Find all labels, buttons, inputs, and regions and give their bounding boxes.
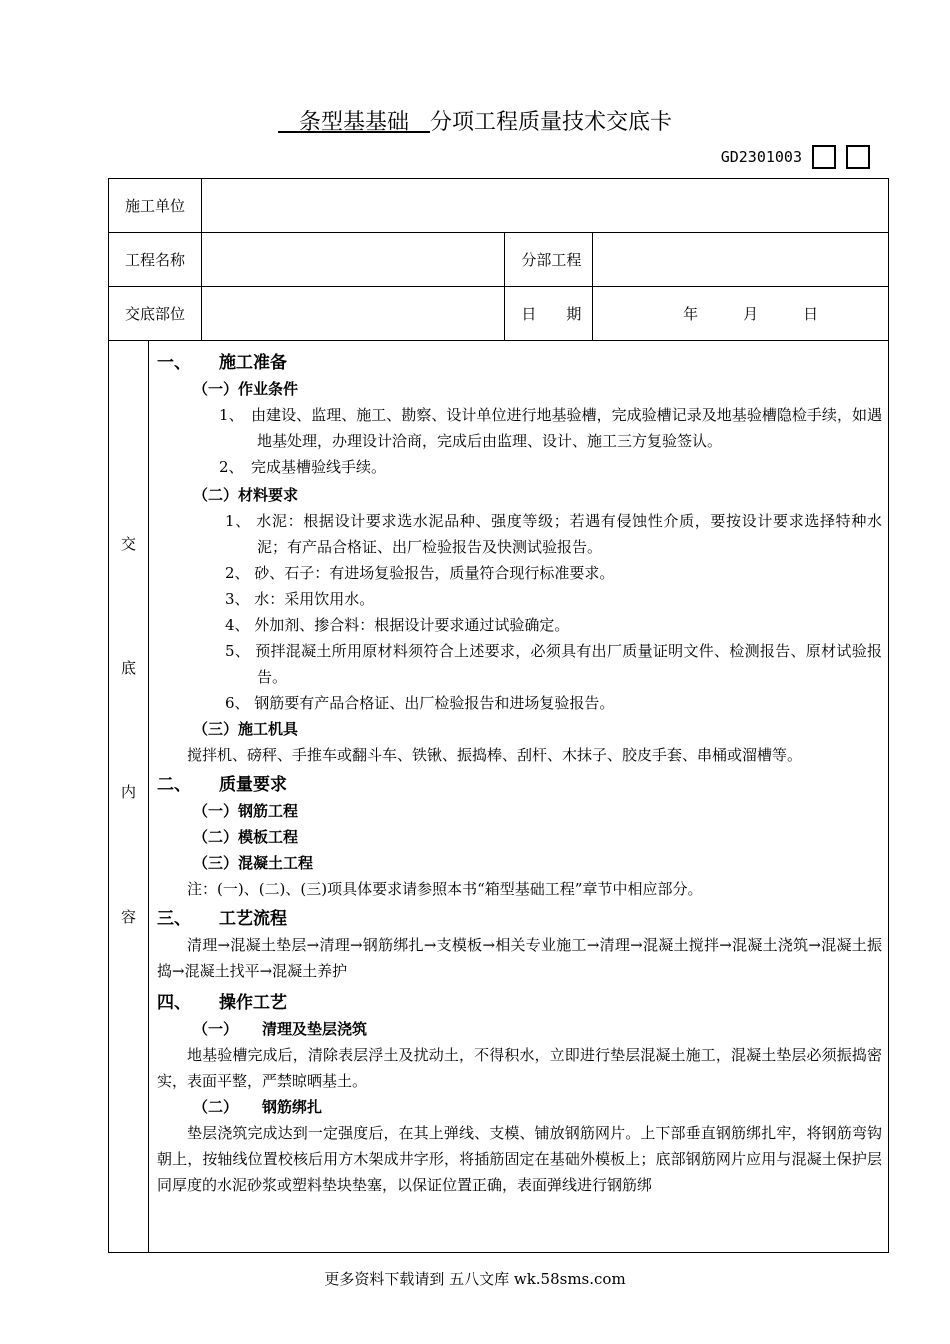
list-item: 5、 预拌混凝土所用原材料须符合上述要求，必须具有出厂质量证明文件、检测报告、原材试验报告。 [225,642,882,686]
list-item: 2、 完成基槽验线手续。 [219,458,387,476]
subsection-title: 清理及垫层浇筑 [262,1020,368,1038]
section-heading [157,350,882,376]
subsection-heading [157,482,882,508]
document-code-row [721,145,870,169]
side-label-char: 底 [120,659,136,677]
list-item: 1、 由建设、监理、施工、勘察、设计单位进行地基验槽，完成验槽记录及地基验槽隐检手续，如遇地基处理，办理设计洽商，完成后由监理、设计、施工三方复验签认。 [219,406,882,450]
sub-project-value[interactable] [593,233,889,287]
checkbox-1[interactable] [812,145,836,169]
disclosure-part-label: 交底部位 [109,287,202,341]
side-label-column [109,340,149,1252]
subsection-heading: （三）混凝土工程 [193,854,314,872]
paragraph: 地基验槽完成后，清除表层浮土及扰动土，不得积水，立即进行垫层混凝土施工，混凝土垫层必须振捣密实，表面平整，严禁晾晒基土。 [157,1046,882,1090]
title-main: 分项工程质量技术交底卡 [429,110,672,135]
section-title: 施工准备 [219,353,287,373]
subsection-title: 施工机具 [238,720,299,738]
section-number: 四、 [157,993,191,1013]
side-label-char: 内 [120,783,136,801]
checkbox-2[interactable] [846,145,870,169]
list-item: 1、 水泥：根据设计要求选水泥品种、强度等级；若遇有侵蚀性介质，要按设计要求选择特种水泥；有产品合格证、出厂检验报告及快测试验报告。 [225,512,882,556]
document-title [0,105,950,136]
section-heading [157,772,882,798]
document-code: GD2301003 [720,148,802,166]
section-number: 三、 [157,909,191,929]
sub-project-label: 分部工程 [505,233,593,287]
subsection-heading: （二）模板工程 [193,828,299,846]
construction-unit-value[interactable] [201,179,888,233]
project-name-value[interactable] [201,233,505,287]
subsection-heading [157,1094,882,1120]
section-title: 质量要求 [219,775,287,795]
disclosure-part-value[interactable] [201,287,505,341]
title-underlined-part: 条型基基础 [278,110,430,135]
process-flow-text: 清理→混凝土垫层→清理→钢筋绑扎→支模板→相关专业施工→清理→混凝土搅拌→混凝土浇筑→混凝土振捣→混凝土找平→混凝土养护 [157,936,882,980]
subsection-number: （三） [193,720,239,738]
subsection-number: （二） [193,486,239,504]
footer-link-text[interactable]: 更多资料下载请到 五八文库 wk.58sms.com [324,1270,626,1288]
subsection-number: （一） [193,1020,239,1038]
subsection-number: （二） [193,1098,239,1116]
date-value[interactable]: 年 月 日 [593,287,889,341]
equipment-text: 搅拌机、磅秤、手推车或翻斗车、铁锹、振捣棒、刮杆、木抹子、胶皮手套、串桶或溜槽等。 [187,746,803,764]
construction-unit-label: 施工单位 [109,179,202,233]
side-label-char: 容 [120,908,136,926]
subsection-title: 钢筋绑扎 [262,1098,323,1116]
section-number: 一、 [157,353,191,373]
list-item: 3、 水：采用饮用水。 [225,590,375,608]
section-heading [157,990,882,1016]
subsection-heading [157,1016,882,1042]
date-label: 日 期 [505,287,593,341]
section-number: 二、 [157,775,191,795]
subsection-title: 作业条件 [238,380,299,398]
subsection-heading: （一）钢筋工程 [193,802,299,820]
info-table [108,178,889,341]
section-title: 工艺流程 [219,909,287,929]
list-item: 2、 砂、石子：有进场复验报告，质量符合现行标准要求。 [225,564,615,582]
list-item: 4、 外加剂、掺合料：根据设计要求通过试验确定。 [225,616,570,634]
subsection-number: （一） [193,380,239,398]
section-title: 操作工艺 [219,993,287,1013]
list-item: 6、 钢筋要有产品合格证、出厂检验报告和进场复验报告。 [225,694,615,712]
subsection-title: 材料要求 [238,486,299,504]
disclosure-body [157,348,882,1198]
disclosure-content-box [108,340,889,1253]
section-heading [157,906,882,932]
subsection-heading [157,376,882,402]
project-name-label: 工程名称 [109,233,202,287]
side-label-char: 交 [120,535,136,553]
paragraph: 垫层浇筑完成达到一定强度后，在其上弹线、支模、铺放钢筋网片。上下部垂直钢筋绑扎牢，将钢筋弯钩朝上，按轴线位置校核后用方木架成井字形，将插筋固定在基础外模板上；底部钢筋网片应用与混凝土保护层同厚度的水泥砂浆或塑料垫块垫塞，以保证位置正确，表面弹线进行钢筋绑 [157,1124,882,1194]
quality-note: 注：(一)、(二)、(三)项具体要求请参照本书“箱型基础工程”章节中相应部分。 [187,880,703,898]
subsection-heading [157,716,882,742]
